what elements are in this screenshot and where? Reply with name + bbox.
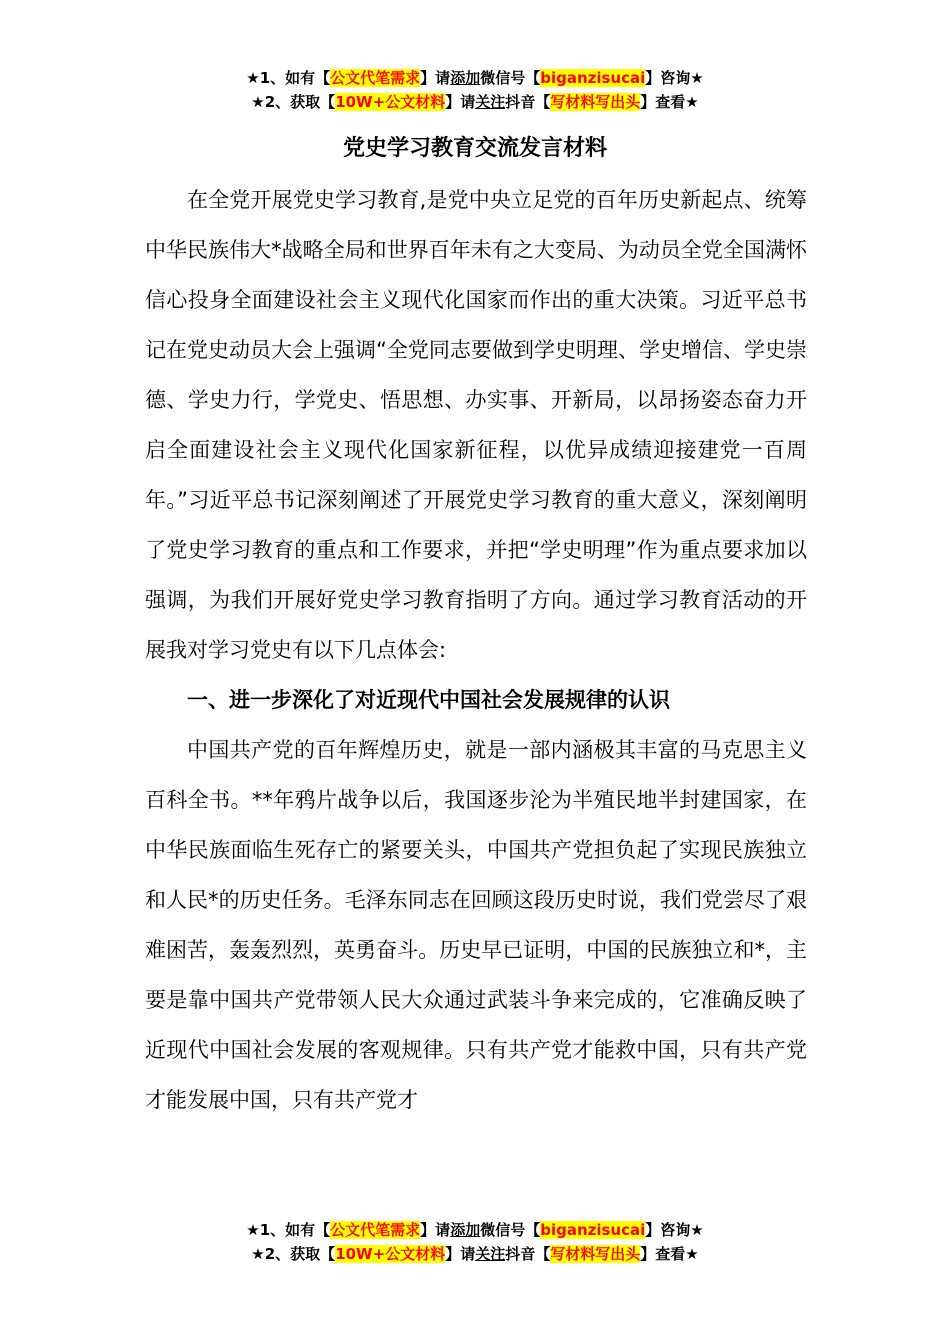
section-heading-1: 一、进一步深化了对近现代中国社会发展规律的认识: [187, 688, 670, 712]
materials-highlight: 10W+公文材料: [335, 93, 446, 111]
document-title: 党史学习教育交流发言材料: [342, 136, 607, 161]
douyin-highlight: 写材料写出头: [550, 93, 641, 111]
paragraph-intro: 在全党开展党史学习教育,是党中央立足党的百年历史新起点、统筹中华民族伟大*战略全局和世界百年未有之大变局、为动员全党全国满怀信心投身全面建设社会主义现代化国家而作出的重大决策。习近平总书记在党史动员大会上强调“全党同志要做到学史明理、学史增信、学史崇德、学史力行，学党史、悟思想、办实事、开新局，以昂扬姿态奋力开启全面建设社会主义现代化国家新征程，以优异成绩迎接建党一百周年。”习近平总书记深刻阐述了开展党史学习教育的重大意义，深刻阐明了党史学习教育的重点和工作要求，并把“学史明理”作为重点要求加以强调，为我们开展好党史学习教育指明了方向。通过学习教育活动的开展我对学习党史有以下几点体会:: [145, 188, 807, 662]
add-underlined: 添加: [450, 69, 481, 87]
footer-banner-line-1: ★1、如有【公文代笔需求】请添加微信号【biganzisucai】咨询★: [246, 1221, 704, 1239]
header-banner: [0, 66, 950, 114]
ghostwriting-highlight: 公文代笔需求: [330, 69, 421, 87]
follow-underlined: 关注: [475, 93, 506, 111]
follow-underlined: 关注: [475, 1245, 506, 1263]
paragraph-section-1: 中国共产党的百年辉煌历史，就是一部内涵极其丰富的马克思主义百科全书。**年鸦片战争以后，我国逐步沦为半殖民地半封建国家，在中华民族面临生死存亡的紧要关头，中国共产党担负起了实现民族独立和人民*的历史任务。毛泽东同志在回顾这段历史时说，我们党尝尽了艰难困苦，轰轰烈烈，英勇奋斗。历史早已证明，中国的民族独立和*，主要是靠中国共产党带领人民大众通过武装斗争来完成的，它准确反映了近现代中国社会发展的客观规律。只有共产党才能救中国，只有共产党才能发展中国，只有共产党才: [145, 738, 807, 1112]
document-body: [145, 175, 807, 1125]
materials-highlight: 10W+公文材料: [335, 1245, 446, 1263]
ghostwriting-highlight: 公文代笔需求: [330, 1221, 421, 1239]
footer-banner-line-2: ★2、获取【10W+公文材料】请关注抖音【写材料写出头】查看★: [251, 1245, 699, 1263]
header-banner-line-2: ★2、获取【10W+公文材料】请关注抖音【写材料写出头】查看★: [251, 93, 699, 111]
wechat-id-highlight: biganzisucai: [540, 69, 646, 87]
footer-banner: [0, 1218, 950, 1266]
header-banner-line-1: ★1、如有【公文代笔需求】请添加微信号【biganzisucai】咨询★: [246, 69, 704, 87]
douyin-highlight: 写材料写出头: [550, 1245, 641, 1263]
add-underlined: 添加: [450, 1221, 481, 1239]
wechat-id-highlight: biganzisucai: [540, 1221, 646, 1239]
